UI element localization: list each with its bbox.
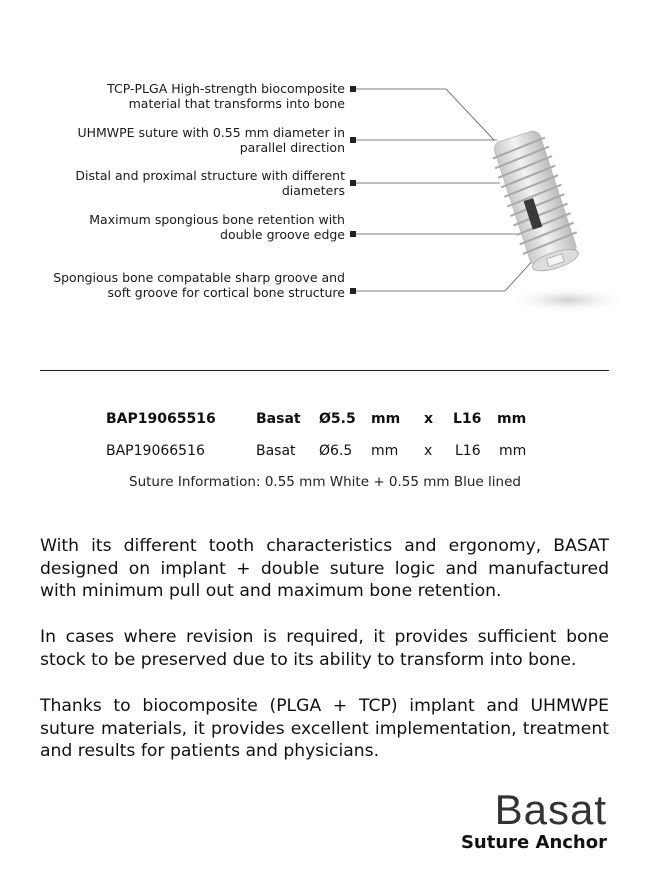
- callout-marker: [350, 231, 356, 237]
- section-divider: [40, 370, 609, 371]
- product-unit: mm: [497, 411, 527, 427]
- product-length: L16: [453, 411, 482, 427]
- revision-paragraph: In cases where revision is required, it provides sufficient bone stock to be preserved due to its ability to transform into bone.: [40, 627, 609, 670]
- callout-marker: [350, 86, 356, 92]
- callout-line: double groove edge: [220, 227, 345, 242]
- suture-information: Suture Information: 0.55 mm White + 0.55 mm Blue lined: [129, 474, 521, 490]
- product-unit: mm: [499, 443, 527, 459]
- brand-name: Basat: [494, 786, 607, 833]
- callout-retention: [89, 212, 345, 242]
- callout-marker: [350, 180, 356, 186]
- callout-line: Maximum spongious bone retention with: [89, 212, 345, 227]
- callout-suture: [77, 125, 345, 155]
- product-x: x: [424, 411, 434, 427]
- product-length: L16: [455, 443, 481, 459]
- callout-line: parallel direction: [239, 140, 345, 155]
- product-diameter: Ø6.5: [319, 443, 353, 459]
- product-name: Basat: [256, 411, 301, 427]
- product-unit: mm: [371, 443, 399, 459]
- callout-marker: [350, 288, 356, 294]
- product-code: BAP19065516: [106, 411, 216, 427]
- callout-material: [107, 81, 345, 111]
- implant-body: [488, 128, 586, 277]
- callout-line: material that transforms into bone: [128, 96, 345, 111]
- biocomposite-paragraph: Thanks to biocomposite (PLGA + TCP) implant and UHMWPE suture materials, it provides excellent implementation, treatment and results for patients and physicians.: [40, 696, 609, 761]
- product-diameter: Ø5.5: [319, 411, 356, 427]
- callout-line: soft groove for cortical bone structure: [107, 285, 345, 300]
- callout-line: TCP-PLGA High-strength biocomposite: [107, 81, 345, 96]
- product-name: Basat: [256, 443, 296, 459]
- callout-marker: [350, 137, 356, 143]
- callout-line: Spongious bone compatable sharp groove and: [53, 270, 345, 285]
- implant-shadow: [506, 286, 630, 314]
- callout-groove: [53, 270, 345, 300]
- product-code: BAP19066516: [106, 443, 205, 459]
- description-paragraph: With its different tooth characteristics and ergonomy, BASAT designed on implant + double suture logic and manufactured with minimum pull out and maximum bone retention.: [40, 536, 609, 601]
- product-row: [0, 411, 650, 431]
- callout-line: UHMWPE suture with 0.55 mm diameter in: [77, 125, 345, 140]
- callout-line: Distal and proximal structure with different: [75, 168, 345, 183]
- brand-subtitle: Suture Anchor: [460, 832, 607, 853]
- product-unit: mm: [371, 411, 401, 427]
- callout-structure: [75, 168, 345, 198]
- callout-line: diameters: [281, 183, 345, 198]
- product-x: x: [424, 443, 433, 459]
- product-row: [0, 443, 650, 463]
